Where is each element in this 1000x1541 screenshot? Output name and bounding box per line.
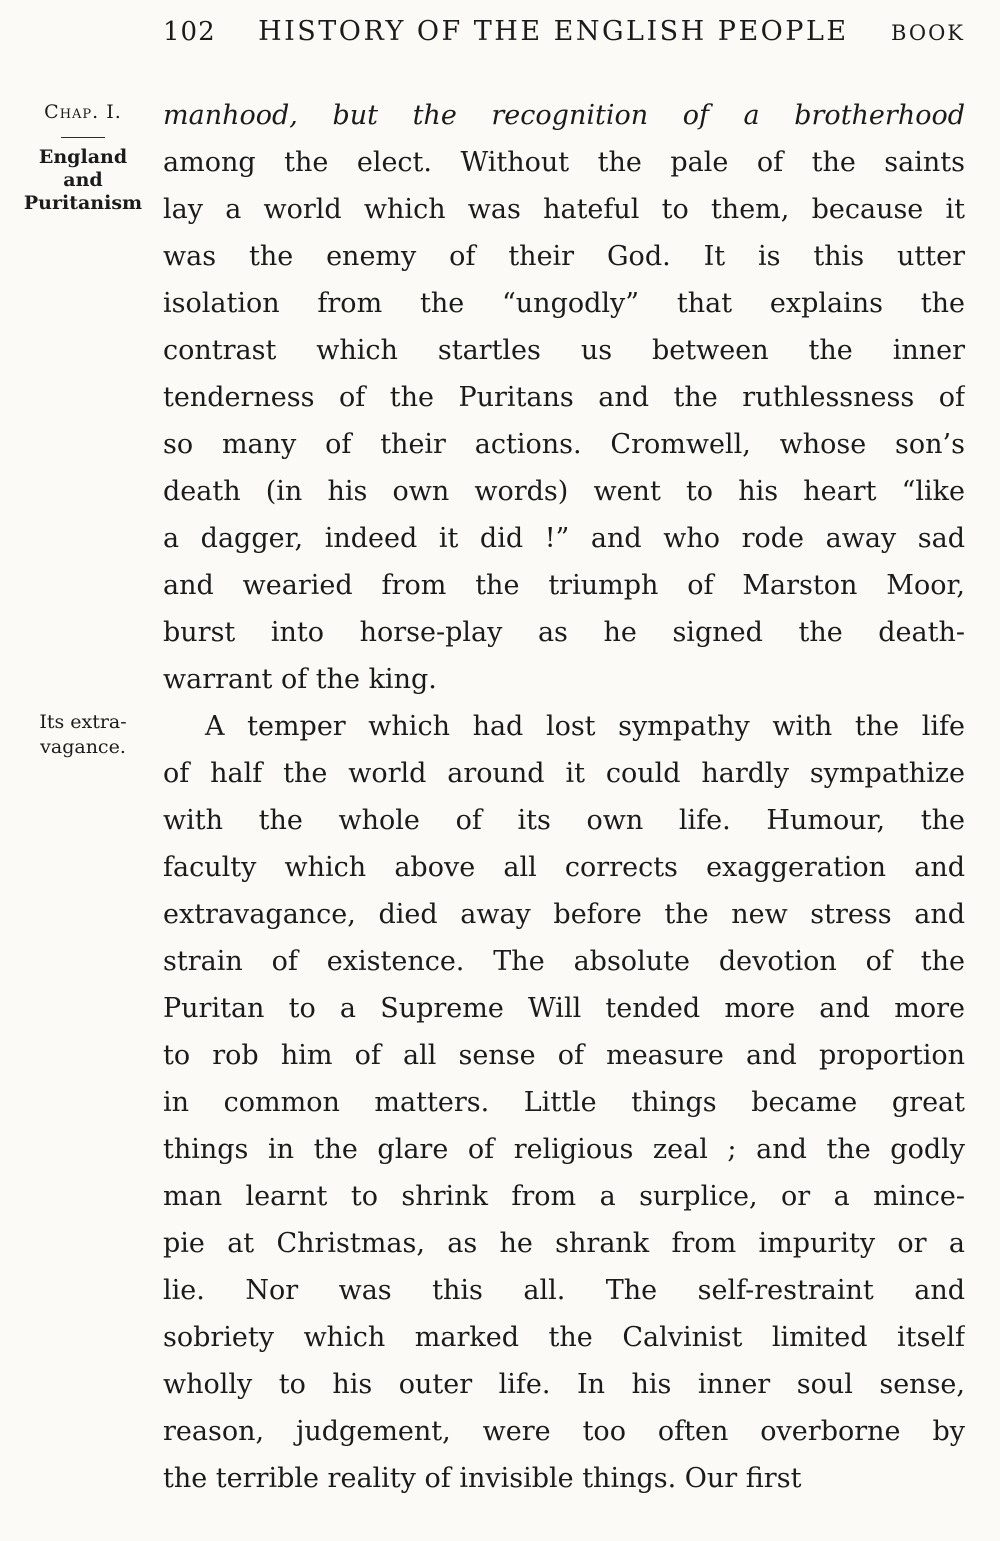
text-line: a dagger, indeed it did !” and who rode away sad bbox=[163, 523, 965, 554]
margin-note-chapter bbox=[8, 101, 158, 123]
text-line: wholly to his outer life. In his inner soul sense, bbox=[163, 1369, 965, 1400]
text-line: A temper which had lost sympathy with the life bbox=[205, 711, 965, 742]
margin-note-line: Chap. I. bbox=[44, 101, 122, 123]
text-line: burst into horse-play as he signed the death- bbox=[163, 617, 965, 648]
text-line: Puritan to a Supreme Will tended more and more bbox=[163, 993, 965, 1024]
text-line: manhood, but the recognition of a brotherhood bbox=[163, 100, 965, 131]
book-label: BOOK bbox=[891, 21, 965, 45]
text-line: pie at Christmas, as he shrank from impurity or a bbox=[163, 1228, 965, 1259]
text-line: of half the world around it could hardly sympathize bbox=[163, 758, 965, 789]
margin-note-line: vagance. bbox=[40, 736, 126, 758]
text-line: so many of their actions. Cromwell, whose son’s bbox=[163, 429, 965, 460]
text-line: tenderness of the Puritans and the ruthlessness of bbox=[163, 382, 965, 413]
margin-note-line: Puritanism bbox=[23, 192, 143, 214]
text-line: warrant of the king. bbox=[163, 664, 437, 695]
text-line: lay a world which was hateful to them, because it bbox=[163, 194, 965, 225]
text-line: contrast which startles us between the inner bbox=[163, 335, 965, 366]
text-line: with the whole of its own life. Humour, the bbox=[163, 805, 965, 836]
paragraph bbox=[163, 92, 965, 703]
text-line: was the enemy of their God. It is this utter bbox=[163, 241, 965, 272]
page-header bbox=[163, 16, 965, 47]
text-line: things in the glare of religious zeal ; and the godly bbox=[163, 1134, 965, 1165]
text-line: sobriety which marked the Calvinist limited itself bbox=[163, 1322, 965, 1353]
running-title: HISTORY OF THE ENGLISH PEOPLE bbox=[258, 16, 849, 47]
body-text bbox=[163, 92, 965, 1502]
text-line: faculty which above all corrects exaggeration and bbox=[163, 852, 965, 883]
text-line: lie. Nor was this all. The self-restraint and bbox=[163, 1275, 965, 1306]
margin-note-line: Its extra- bbox=[39, 711, 127, 733]
text-line: in common matters. Little things became great bbox=[163, 1087, 965, 1118]
text-line: extravagance, died away before the new stress and bbox=[163, 899, 965, 930]
text-line: among the elect. Without the pale of the saints bbox=[163, 147, 965, 178]
text-line: the terrible reality of invisible things. Our first bbox=[163, 1463, 802, 1494]
text-line: isolation from the “ungodly” that explains the bbox=[163, 288, 965, 319]
margin-note-line: England bbox=[38, 146, 128, 168]
margin-note-line: and bbox=[63, 169, 103, 191]
margin-note-extravagance bbox=[8, 710, 158, 760]
page-number: 102 bbox=[163, 17, 216, 47]
paragraph bbox=[163, 703, 965, 1502]
text-line: man learnt to shrink from a surplice, or a mince- bbox=[163, 1181, 965, 1212]
text-line: and wearied from the triumph of Marston Moor, bbox=[163, 570, 965, 601]
chapter-rule bbox=[61, 137, 105, 138]
text-line: strain of existence. The absolute devotion of the bbox=[163, 946, 965, 977]
text-line: to rob him of all sense of measure and proportion bbox=[163, 1040, 965, 1071]
text-line: reason, judgement, were too often overborne by bbox=[163, 1416, 965, 1447]
text-line: death (in his own words) went to his heart “like bbox=[163, 476, 965, 507]
margin-note-section bbox=[8, 146, 158, 215]
